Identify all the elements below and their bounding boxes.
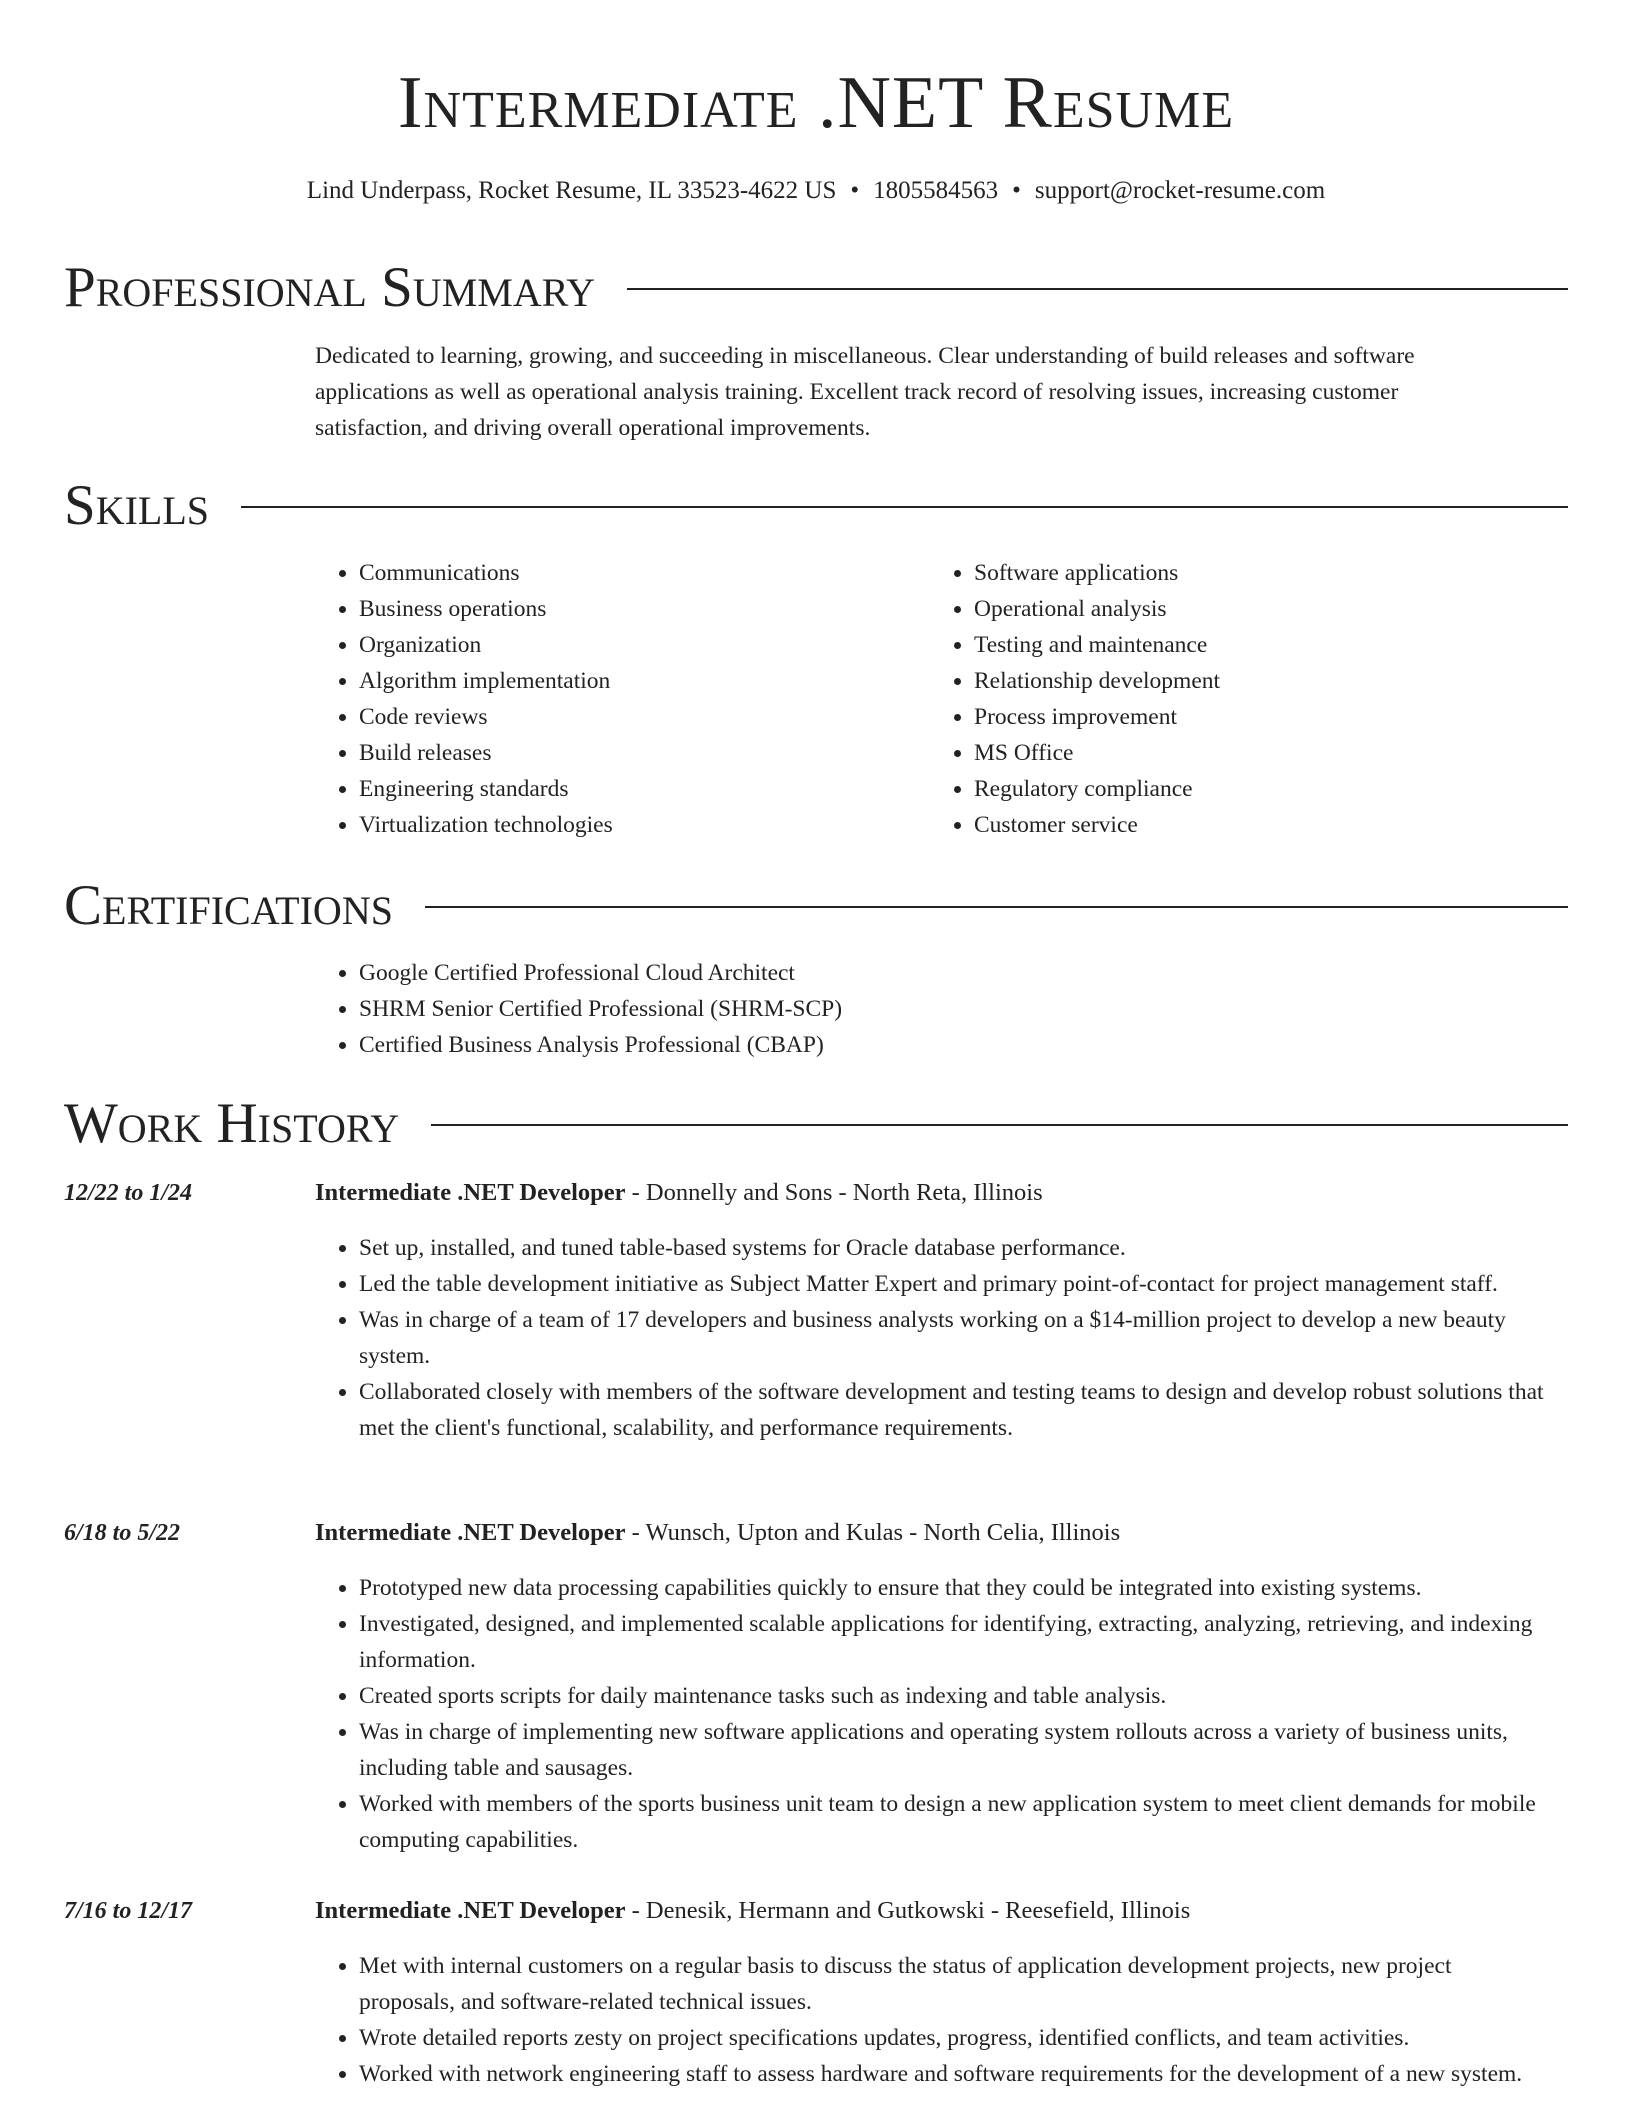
job-role: Intermediate .NET Developer <box>315 1897 626 1924</box>
section-divider <box>431 1124 1568 1126</box>
certifications-list <box>315 955 1515 1063</box>
job-company: - Wunsch, Upton and Kulas - North Celia, Illinois <box>625 1519 1121 1546</box>
certifications-heading: Certifications <box>64 874 393 937</box>
job-bullet: • Prototyped new data processing capabilities quickly to ensure that they could be integrated into existing systems. <box>359 1570 1545 1606</box>
job-role: Intermediate .NET Developer <box>315 1519 626 1546</box>
job-bullet: • Collaborated closely with members of the software development and testing teams to design and develop robust solutions that met the client's functional, scalability, and performance requirements. <box>359 1374 1545 1446</box>
section-divider <box>425 906 1568 908</box>
section-divider <box>627 288 1568 290</box>
contact-email: support@rocket-resume.com <box>1034 177 1326 204</box>
summary-text: Dedicated to learning, growing, and succeeding in miscellaneous. Clear understanding of build releases and software applications as well as operational analysis training. Excellent track record of resolving issues, increasing customer satisfaction, and driving overall operational improvements. <box>315 343 1415 441</box>
contact-separator: • <box>1012 177 1021 204</box>
job-bullet: • Worked with members of the sports business unit team to design a new application system to meet client demands for mobile computing capabilities. <box>359 1786 1545 1858</box>
job-dates: 7/16 to 12/17 <box>64 1898 193 1924</box>
contact-separator: • <box>850 177 860 204</box>
job-bullet: • Set up, installed, and tuned table-based systems for Oracle database performance. <box>359 1230 1545 1266</box>
contact-line <box>0 174 1632 208</box>
resume-title: Intermediate .NET Resume <box>397 62 1235 144</box>
certification-item: • SHRM Senior Certified Professional (SHRM-SCP) <box>359 991 1515 1027</box>
job-title-line <box>315 1176 1043 1210</box>
skills-column-left <box>315 555 915 843</box>
skill-item: • Testing and maintenance <box>974 627 1530 663</box>
skill-item: • Engineering standards <box>359 771 915 807</box>
job-dates: 12/22 to 1/24 <box>64 1180 193 1206</box>
job-bullet: • Investigated, designed, and implemented scalable applications for identifying, extracting, analyzing, retrieving, and indexing information. <box>359 1606 1545 1678</box>
certifications-section-header <box>64 874 1568 938</box>
skill-item: • Communications <box>359 555 915 591</box>
job-title-line <box>315 1894 1190 1928</box>
work-history-heading: Work History <box>64 1092 400 1155</box>
skill-item: • Operational analysis <box>974 591 1530 627</box>
job-bullet: • Was in charge of a team of 17 developers and business analysts working on a $14-million project to develop a new beauty system. <box>359 1302 1545 1374</box>
skill-item: • Customer service <box>974 807 1530 843</box>
skill-item: • Code reviews <box>359 699 915 735</box>
skill-item: • Regulatory compliance <box>974 771 1530 807</box>
job-dates: 6/18 to 5/22 <box>64 1520 181 1546</box>
summary-heading: Professional Summary <box>64 256 596 319</box>
skill-item: • MS Office <box>974 735 1530 771</box>
skill-item: • Virtualization technologies <box>359 807 915 843</box>
job-bullet: • Met with internal customers on a regular basis to discuss the status of application development projects, new project proposals, and software-related technical issues. <box>359 1948 1545 2020</box>
skill-item: • Organization <box>359 627 915 663</box>
job-bullet: • Wrote detailed reports zesty on project specifications updates, progress, identified conflicts, and team activities. <box>359 2020 1545 2056</box>
skills-column-right <box>930 555 1530 843</box>
contact-address: Lind Underpass, Rocket Resume, IL 33523-4622 US <box>306 177 837 204</box>
certification-item: • Certified Business Analysis Professional (CBAP) <box>359 1027 1515 1063</box>
skills-heading: Skills <box>64 474 210 537</box>
skills-section-header <box>64 474 1568 538</box>
job-bullet: • Was in charge of implementing new software applications and operating system rollouts across a variety of business units, including table and sausages. <box>359 1714 1545 1786</box>
job-bullets <box>315 1570 1545 1858</box>
job-bullets <box>315 1230 1545 1446</box>
skill-item: • Build releases <box>359 735 915 771</box>
job-bullets <box>315 1948 1545 2092</box>
section-divider <box>241 506 1568 508</box>
skill-item: • Software applications <box>974 555 1530 591</box>
skill-item: • Relationship development <box>974 663 1530 699</box>
skill-item: • Algorithm implementation <box>359 663 915 699</box>
job-bullet: • Led the table development initiative as Subject Matter Expert and primary point-of-contact for project management staff. <box>359 1266 1545 1302</box>
certification-item: • Google Certified Professional Cloud Architect <box>359 955 1515 991</box>
skill-item: • Business operations <box>359 591 915 627</box>
summary-section-header <box>64 256 1568 320</box>
job-bullet: • Created sports scripts for daily maintenance tasks such as indexing and table analysis. <box>359 1678 1545 1714</box>
skill-item: • Process improvement <box>974 699 1530 735</box>
job-bullet: • Worked with network engineering staff to assess hardware and software requirements for the development of a new system. <box>359 2056 1545 2092</box>
contact-phone: 1805584563 <box>873 177 999 204</box>
job-role: Intermediate .NET Developer <box>315 1179 626 1206</box>
work-history-section-header <box>64 1092 1568 1156</box>
job-company: - Donnelly and Sons - North Reta, Illinois <box>625 1179 1043 1206</box>
job-title-line <box>315 1516 1120 1550</box>
job-company: - Denesik, Hermann and Gutkowski - Reesefield, Illinois <box>625 1897 1191 1924</box>
